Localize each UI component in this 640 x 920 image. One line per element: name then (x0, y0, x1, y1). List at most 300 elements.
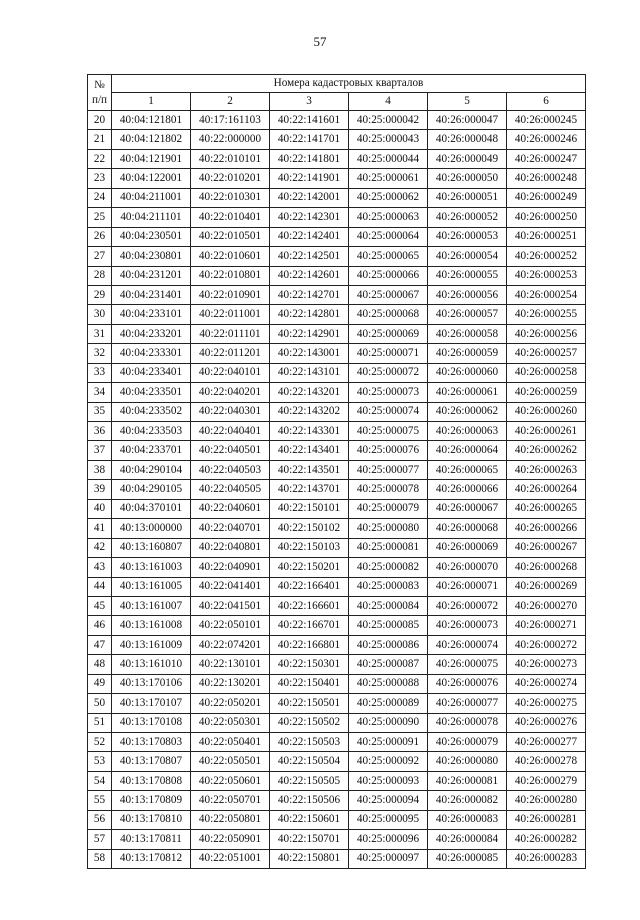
cadastral-number-cell: 40:26:000072 (428, 596, 507, 615)
header-row-columns (88, 93, 586, 111)
table-row (88, 441, 586, 460)
cadastral-number-cell: 40:26:000268 (507, 558, 586, 577)
row-number-cell: 48 (88, 655, 112, 674)
cadastral-number-cell: 40:22:141901 (270, 169, 349, 188)
cadastral-number-cell: 40:26:000272 (507, 635, 586, 654)
row-number-cell: 43 (88, 558, 112, 577)
cadastral-number-cell: 40:22:150506 (270, 791, 349, 810)
cadastral-number-cell: 40:04:230501 (112, 227, 191, 246)
cadastral-number-cell: 40:22:150301 (270, 655, 349, 674)
cadastral-number-cell: 40:25:000083 (349, 577, 428, 596)
cadastral-number-cell: 40:26:000063 (428, 422, 507, 441)
cadastral-number-cell: 40:25:000043 (349, 130, 428, 149)
cadastral-number-cell: 40:26:000254 (507, 285, 586, 304)
row-number-cell: 53 (88, 752, 112, 771)
cadastral-number-cell: 40:26:000247 (507, 149, 586, 168)
row-number-cell: 20 (88, 111, 112, 130)
cadastral-number-cell: 40:25:000073 (349, 383, 428, 402)
cadastral-number-cell: 40:22:150601 (270, 810, 349, 829)
cadastral-number-cell: 40:26:000269 (507, 577, 586, 596)
cadastral-number-cell: 40:13:170107 (112, 694, 191, 713)
cadastral-number-cell: 40:25:000081 (349, 538, 428, 557)
row-number-cell: 36 (88, 422, 112, 441)
cadastral-number-cell: 40:25:000068 (349, 305, 428, 324)
row-number-cell: 38 (88, 460, 112, 479)
cadastral-number-cell: 40:25:000076 (349, 441, 428, 460)
column-header-5: 5 (428, 93, 507, 111)
table-row (88, 733, 586, 752)
table-row (88, 324, 586, 343)
row-number-cell: 37 (88, 441, 112, 460)
cadastral-quarters-table (87, 74, 586, 869)
cadastral-number-cell: 40:04:233101 (112, 305, 191, 324)
cadastral-number-cell: 40:26:000070 (428, 558, 507, 577)
column-header-2: 2 (191, 93, 270, 111)
row-number-cell: 46 (88, 616, 112, 635)
cadastral-number-cell: 40:25:000062 (349, 188, 428, 207)
cadastral-number-cell: 40:22:050401 (191, 733, 270, 752)
cadastral-number-cell: 40:26:000058 (428, 324, 507, 343)
cadastral-number-cell: 40:22:011001 (191, 305, 270, 324)
table-row (88, 694, 586, 713)
cadastral-number-cell: 40:17:161103 (191, 111, 270, 130)
table-row (88, 344, 586, 363)
cadastral-number-cell: 40:25:000096 (349, 830, 428, 849)
cadastral-number-cell: 40:25:000084 (349, 596, 428, 615)
cadastral-number-cell: 40:26:000080 (428, 752, 507, 771)
row-number-cell: 35 (88, 402, 112, 421)
cadastral-number-cell: 40:22:010601 (191, 247, 270, 266)
cadastral-number-cell: 40:04:121801 (112, 111, 191, 130)
cadastral-number-cell: 40:25:000094 (349, 791, 428, 810)
cadastral-number-cell: 40:22:050601 (191, 771, 270, 790)
row-number-cell: 50 (88, 694, 112, 713)
row-number-cell: 33 (88, 363, 112, 382)
cadastral-number-cell: 40:26:000261 (507, 422, 586, 441)
table-row (88, 208, 586, 227)
row-number-cell: 21 (88, 130, 112, 149)
table-row (88, 635, 586, 654)
table-row (88, 460, 586, 479)
cadastral-number-cell: 40:22:010801 (191, 266, 270, 285)
cadastral-number-cell: 40:04:231401 (112, 285, 191, 304)
cadastral-number-cell: 40:22:010401 (191, 208, 270, 227)
cadastral-number-cell: 40:13:161003 (112, 558, 191, 577)
row-number-cell: 54 (88, 771, 112, 790)
table-row (88, 577, 586, 596)
cadastral-number-cell: 40:25:000072 (349, 363, 428, 382)
cadastral-number-cell: 40:13:170811 (112, 830, 191, 849)
cadastral-number-cell: 40:25:000065 (349, 247, 428, 266)
cadastral-number-cell: 40:25:000064 (349, 227, 428, 246)
cadastral-number-cell: 40:13:161005 (112, 577, 191, 596)
cadastral-number-cell: 40:25:000071 (349, 344, 428, 363)
row-number-cell: 45 (88, 596, 112, 615)
cadastral-number-cell: 40:26:000069 (428, 538, 507, 557)
cadastral-number-cell: 40:26:000059 (428, 344, 507, 363)
table-row (88, 791, 586, 810)
cadastral-number-cell: 40:13:170812 (112, 849, 191, 868)
cadastral-number-cell: 40:26:000263 (507, 460, 586, 479)
cadastral-number-cell: 40:25:000088 (349, 674, 428, 693)
cadastral-number-cell: 40:22:050101 (191, 616, 270, 635)
cadastral-number-cell: 40:22:150801 (270, 849, 349, 868)
row-number-cell: 26 (88, 227, 112, 246)
cadastral-number-cell: 40:04:233502 (112, 402, 191, 421)
cadastral-number-cell: 40:22:040401 (191, 422, 270, 441)
cadastral-number-cell: 40:22:051001 (191, 849, 270, 868)
cadastral-number-cell: 40:26:000282 (507, 830, 586, 849)
cadastral-number-cell: 40:26:000280 (507, 791, 586, 810)
table-row (88, 558, 586, 577)
cadastral-number-cell: 40:04:231201 (112, 266, 191, 285)
cadastral-number-cell: 40:26:000258 (507, 363, 586, 382)
cadastral-number-cell: 40:26:000049 (428, 149, 507, 168)
cadastral-number-cell: 40:22:040701 (191, 519, 270, 538)
table-row (88, 849, 586, 868)
table-row (88, 130, 586, 149)
cadastral-number-cell: 40:26:000075 (428, 655, 507, 674)
cadastral-number-cell: 40:04:122001 (112, 169, 191, 188)
cadastral-number-cell: 40:22:166601 (270, 596, 349, 615)
table-row (88, 752, 586, 771)
column-header-6: 6 (507, 93, 586, 111)
cadastral-number-cell: 40:13:170808 (112, 771, 191, 790)
cadastral-number-cell: 40:26:000084 (428, 830, 507, 849)
cadastral-number-cell: 40:22:040801 (191, 538, 270, 557)
cadastral-number-cell: 40:22:142601 (270, 266, 349, 285)
cadastral-number-cell: 40:26:000074 (428, 635, 507, 654)
cadastral-number-cell: 40:26:000065 (428, 460, 507, 479)
cadastral-number-cell: 40:22:150201 (270, 558, 349, 577)
cadastral-number-cell: 40:22:011201 (191, 344, 270, 363)
column-header-4: 4 (349, 93, 428, 111)
cadastral-number-cell: 40:22:050501 (191, 752, 270, 771)
table-row (88, 363, 586, 382)
row-number-cell: 25 (88, 208, 112, 227)
row-number-cell: 44 (88, 577, 112, 596)
cadastral-number-cell: 40:04:233701 (112, 441, 191, 460)
cadastral-number-cell: 40:04:233401 (112, 363, 191, 382)
table-row (88, 616, 586, 635)
cadastral-number-cell: 40:13:170803 (112, 733, 191, 752)
page-number: 57 (313, 34, 327, 49)
cadastral-number-cell: 40:22:142301 (270, 208, 349, 227)
cadastral-number-cell: 40:26:000276 (507, 713, 586, 732)
cadastral-number-cell: 40:26:000245 (507, 111, 586, 130)
cadastral-number-cell: 40:04:121901 (112, 149, 191, 168)
cadastral-number-cell: 40:04:211001 (112, 188, 191, 207)
cadastral-number-cell: 40:13:161007 (112, 596, 191, 615)
cadastral-number-cell: 40:25:000061 (349, 169, 428, 188)
row-number-cell: 34 (88, 383, 112, 402)
cadastral-number-cell: 40:22:050801 (191, 810, 270, 829)
cadastral-number-cell: 40:26:000273 (507, 655, 586, 674)
cadastral-number-cell: 40:26:000085 (428, 849, 507, 868)
cadastral-number-cell: 40:25:000042 (349, 111, 428, 130)
cadastral-number-cell: 40:22:040301 (191, 402, 270, 421)
cadastral-number-cell: 40:22:143401 (270, 441, 349, 460)
cadastral-number-cell: 40:25:000044 (349, 149, 428, 168)
cadastral-number-cell: 40:22:050701 (191, 791, 270, 810)
cadastral-number-cell: 40:22:142401 (270, 227, 349, 246)
cadastral-number-cell: 40:26:000067 (428, 499, 507, 518)
cadastral-number-cell: 40:22:040501 (191, 441, 270, 460)
table-row (88, 188, 586, 207)
cadastral-number-cell: 40:13:000000 (112, 519, 191, 538)
cadastral-number-cell: 40:26:000267 (507, 538, 586, 557)
row-number-cell: 42 (88, 538, 112, 557)
cadastral-number-cell: 40:26:000064 (428, 441, 507, 460)
cadastral-number-cell: 40:25:000074 (349, 402, 428, 421)
cadastral-number-cell: 40:22:010101 (191, 149, 270, 168)
cadastral-number-cell: 40:25:000097 (349, 849, 428, 868)
cadastral-number-cell: 40:22:150401 (270, 674, 349, 693)
cadastral-number-cell: 40:22:143501 (270, 460, 349, 479)
cadastral-number-cell: 40:13:170106 (112, 674, 191, 693)
column-header-3: 3 (270, 93, 349, 111)
row-number-cell: 27 (88, 247, 112, 266)
cadastral-number-cell: 40:25:000090 (349, 713, 428, 732)
cadastral-number-cell: 40:26:000246 (507, 130, 586, 149)
table-row (88, 771, 586, 790)
cadastral-number-cell: 40:25:000095 (349, 810, 428, 829)
cadastral-number-cell: 40:22:143101 (270, 363, 349, 382)
cadastral-number-cell: 40:22:143301 (270, 422, 349, 441)
cadastral-number-cell: 40:26:000249 (507, 188, 586, 207)
table-row (88, 830, 586, 849)
cadastral-number-cell: 40:22:130101 (191, 655, 270, 674)
cadastral-number-cell: 40:26:000252 (507, 247, 586, 266)
cadastral-number-cell: 40:22:150102 (270, 519, 349, 538)
row-number-cell: 41 (88, 519, 112, 538)
cadastral-number-cell: 40:22:130201 (191, 674, 270, 693)
table-header (88, 75, 586, 111)
cadastral-number-cell: 40:26:000281 (507, 810, 586, 829)
cadastral-number-cell: 40:22:166701 (270, 616, 349, 635)
cadastral-number-cell: 40:22:010901 (191, 285, 270, 304)
cadastral-number-cell: 40:25:000078 (349, 480, 428, 499)
cadastral-number-cell: 40:22:150504 (270, 752, 349, 771)
row-number-cell: 39 (88, 480, 112, 499)
cadastral-number-cell: 40:04:211101 (112, 208, 191, 227)
cadastral-number-cell: 40:26:000051 (428, 188, 507, 207)
row-number-cell: 58 (88, 849, 112, 868)
cadastral-number-cell: 40:22:000000 (191, 130, 270, 149)
cadastral-number-cell: 40:22:143001 (270, 344, 349, 363)
cadastral-number-cell: 40:22:040901 (191, 558, 270, 577)
cadastral-number-cell: 40:26:000055 (428, 266, 507, 285)
cadastral-number-cell: 40:25:000066 (349, 266, 428, 285)
cadastral-number-cell: 40:26:000260 (507, 402, 586, 421)
header-row-group (88, 75, 586, 93)
cadastral-number-cell: 40:26:000077 (428, 694, 507, 713)
row-number-cell: 30 (88, 305, 112, 324)
table-row (88, 266, 586, 285)
cadastral-number-cell: 40:04:370101 (112, 499, 191, 518)
cadastral-number-cell: 40:26:000052 (428, 208, 507, 227)
cadastral-number-cell: 40:22:143701 (270, 480, 349, 499)
cadastral-number-cell: 40:22:142501 (270, 247, 349, 266)
cadastral-number-cell: 40:26:000079 (428, 733, 507, 752)
table-body (88, 111, 586, 869)
table-row (88, 499, 586, 518)
cadastral-number-cell: 40:25:000082 (349, 558, 428, 577)
cadastral-number-cell: 40:22:040503 (191, 460, 270, 479)
cadastral-number-cell: 40:22:040101 (191, 363, 270, 382)
cadastral-number-cell: 40:22:010501 (191, 227, 270, 246)
cadastral-number-cell: 40:25:000069 (349, 324, 428, 343)
cadastral-number-cell: 40:26:000050 (428, 169, 507, 188)
cadastral-number-cell: 40:13:170108 (112, 713, 191, 732)
cadastral-number-cell: 40:22:050301 (191, 713, 270, 732)
table-row (88, 674, 586, 693)
row-number-cell: 22 (88, 149, 112, 168)
cadastral-number-cell: 40:04:233503 (112, 422, 191, 441)
cadastral-number-cell: 40:25:000086 (349, 635, 428, 654)
cadastral-number-cell: 40:22:166401 (270, 577, 349, 596)
cadastral-number-cell: 40:22:050201 (191, 694, 270, 713)
cadastral-number-cell: 40:22:011101 (191, 324, 270, 343)
cadastral-number-cell: 40:26:000082 (428, 791, 507, 810)
table-row (88, 810, 586, 829)
cadastral-number-cell: 40:22:010301 (191, 188, 270, 207)
cadastral-number-cell: 40:22:150502 (270, 713, 349, 732)
table-row (88, 169, 586, 188)
row-number-cell: 52 (88, 733, 112, 752)
cadastral-number-cell: 40:22:040201 (191, 383, 270, 402)
cadastral-number-cell: 40:22:041501 (191, 596, 270, 615)
row-number-cell: 57 (88, 830, 112, 849)
table-row (88, 422, 586, 441)
cadastral-number-cell: 40:25:000091 (349, 733, 428, 752)
cadastral-number-cell: 40:22:141601 (270, 111, 349, 130)
cadastral-number-cell: 40:22:050901 (191, 830, 270, 849)
cadastral-number-cell: 40:22:150505 (270, 771, 349, 790)
cadastral-number-cell: 40:22:041401 (191, 577, 270, 596)
cadastral-number-cell: 40:26:000251 (507, 227, 586, 246)
cadastral-number-cell: 40:26:000253 (507, 266, 586, 285)
cadastral-number-cell: 40:25:000080 (349, 519, 428, 538)
cadastral-number-cell: 40:26:000250 (507, 208, 586, 227)
cadastral-number-cell: 40:13:160807 (112, 538, 191, 557)
table-row (88, 519, 586, 538)
row-number-cell: 32 (88, 344, 112, 363)
cadastral-number-cell: 40:25:000067 (349, 285, 428, 304)
cadastral-number-cell: 40:26:000266 (507, 519, 586, 538)
row-number-cell: 28 (88, 266, 112, 285)
cadastral-number-cell: 40:26:000274 (507, 674, 586, 693)
cadastral-number-cell: 40:26:000271 (507, 616, 586, 635)
cadastral-number-cell: 40:25:000089 (349, 694, 428, 713)
cadastral-number-cell: 40:13:170810 (112, 810, 191, 829)
cadastral-number-cell: 40:26:000278 (507, 752, 586, 771)
cadastral-number-cell: 40:26:000057 (428, 305, 507, 324)
cadastral-number-cell: 40:26:000047 (428, 111, 507, 130)
cadastral-number-cell: 40:22:040601 (191, 499, 270, 518)
cadastral-number-cell: 40:26:000259 (507, 383, 586, 402)
cadastral-number-cell: 40:26:000248 (507, 169, 586, 188)
cadastral-number-cell: 40:26:000061 (428, 383, 507, 402)
row-number-cell: 31 (88, 324, 112, 343)
cadastral-number-cell: 40:26:000255 (507, 305, 586, 324)
cadastral-number-cell: 40:25:000087 (349, 655, 428, 674)
cadastral-number-cell: 40:22:150103 (270, 538, 349, 557)
cadastral-number-cell: 40:04:290104 (112, 460, 191, 479)
cadastral-number-cell: 40:25:000063 (349, 208, 428, 227)
cadastral-number-cell: 40:26:000060 (428, 363, 507, 382)
row-number-cell: 23 (88, 169, 112, 188)
row-number-cell: 56 (88, 810, 112, 829)
table-row (88, 538, 586, 557)
cadastral-number-cell: 40:04:233301 (112, 344, 191, 363)
cadastral-number-cell: 40:13:170809 (112, 791, 191, 810)
table-row (88, 655, 586, 674)
cadastral-number-cell: 40:04:121802 (112, 130, 191, 149)
cadastral-number-cell: 40:13:161008 (112, 616, 191, 635)
cadastral-number-cell: 40:22:150501 (270, 694, 349, 713)
cadastral-number-cell: 40:26:000081 (428, 771, 507, 790)
cadastral-number-cell: 40:22:150701 (270, 830, 349, 849)
cadastral-number-cell: 40:22:142901 (270, 324, 349, 343)
cadastral-number-cell: 40:04:230801 (112, 247, 191, 266)
cadastral-number-cell: 40:22:143201 (270, 383, 349, 402)
cadastral-number-cell: 40:22:143202 (270, 402, 349, 421)
row-number-cell: 40 (88, 499, 112, 518)
cadastral-number-cell: 40:26:000270 (507, 596, 586, 615)
cadastral-number-cell: 40:26:000264 (507, 480, 586, 499)
cadastral-number-cell: 40:26:000073 (428, 616, 507, 635)
cadastral-number-cell: 40:25:000085 (349, 616, 428, 635)
table-row (88, 713, 586, 732)
cadastral-number-cell: 40:26:000283 (507, 849, 586, 868)
table-row (88, 247, 586, 266)
cadastral-number-cell: 40:26:000066 (428, 480, 507, 499)
cadastral-number-cell: 40:26:000257 (507, 344, 586, 363)
cadastral-number-cell: 40:13:161010 (112, 655, 191, 674)
cadastral-number-cell: 40:22:166801 (270, 635, 349, 654)
table-row (88, 111, 586, 130)
row-number-header (88, 75, 112, 111)
cadastral-number-cell: 40:26:000048 (428, 130, 507, 149)
row-number-cell: 47 (88, 635, 112, 654)
group-title-header: Номера кадастровых кварталов (112, 75, 586, 93)
cadastral-number-cell: 40:25:000075 (349, 422, 428, 441)
cadastral-number-cell: 40:26:000265 (507, 499, 586, 518)
cadastral-number-cell: 40:26:000053 (428, 227, 507, 246)
table-row (88, 285, 586, 304)
cadastral-number-cell: 40:04:233201 (112, 324, 191, 343)
cadastral-number-cell: 40:22:141701 (270, 130, 349, 149)
cadastral-number-cell: 40:04:290105 (112, 480, 191, 499)
column-header-1: 1 (112, 93, 191, 111)
cadastral-number-cell: 40:26:000056 (428, 285, 507, 304)
table-row (88, 305, 586, 324)
table-row (88, 227, 586, 246)
cadastral-number-cell: 40:22:142801 (270, 305, 349, 324)
cadastral-number-cell: 40:13:170807 (112, 752, 191, 771)
cadastral-number-cell: 40:25:000077 (349, 460, 428, 479)
row-number-header-line2: п/п (91, 93, 108, 106)
row-number-header-line1: № (94, 78, 105, 91)
cadastral-number-cell: 40:22:150101 (270, 499, 349, 518)
cadastral-number-cell: 40:26:000076 (428, 674, 507, 693)
cadastral-number-cell: 40:22:142701 (270, 285, 349, 304)
cadastral-number-cell: 40:25:000092 (349, 752, 428, 771)
cadastral-number-cell: 40:25:000079 (349, 499, 428, 518)
cadastral-number-cell: 40:26:000262 (507, 441, 586, 460)
table-row (88, 149, 586, 168)
